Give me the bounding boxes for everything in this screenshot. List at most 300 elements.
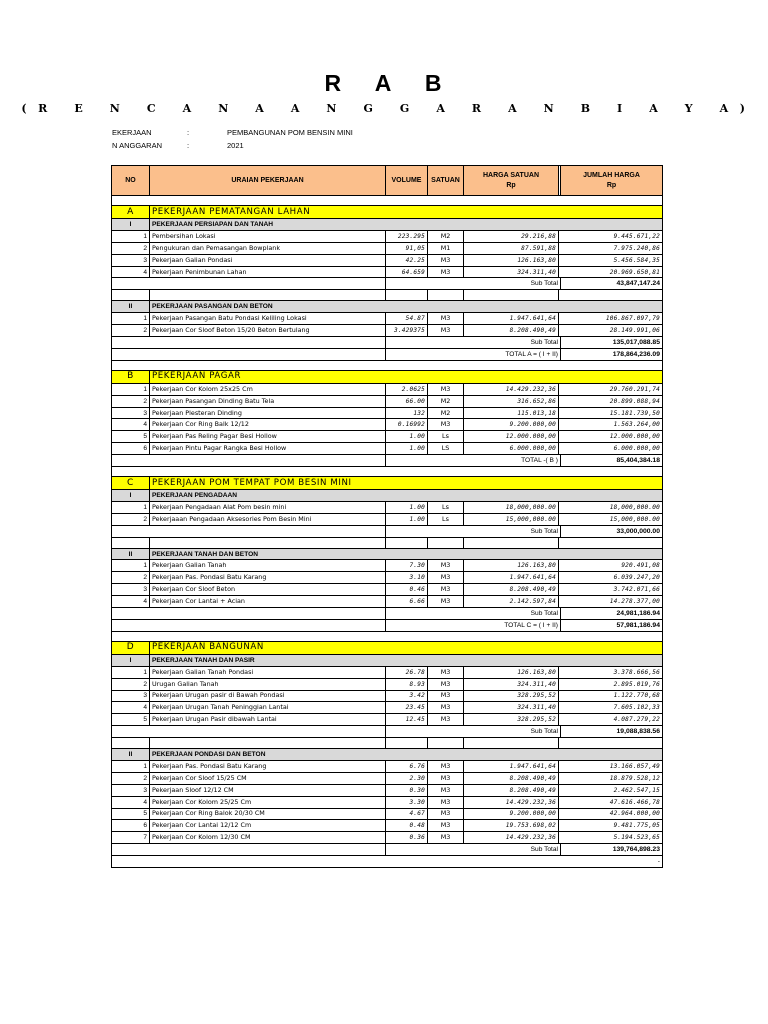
item-description: Pekerjaan Galian Pondasi <box>150 254 386 266</box>
item-unit: M3 <box>428 666 464 678</box>
meta-key: N ANGGARAN <box>112 141 163 150</box>
item-volume: 2.0625 <box>386 383 428 395</box>
item-unit-price: 8.208.490,49 <box>464 325 559 337</box>
item-description: Pekerjaan Cor Lantai + Acian <box>150 596 386 608</box>
total-row <box>112 348 663 360</box>
subsection-number: II <box>112 548 150 560</box>
item-unit: M3 <box>428 796 464 808</box>
item-number: 2 <box>112 242 150 254</box>
item-number: 6 <box>112 443 150 455</box>
item-row <box>112 230 663 242</box>
item-total-price: 9.481.775,05 <box>561 820 663 832</box>
item-row <box>112 772 663 784</box>
item-total-price: 20.899.088,94 <box>561 395 663 407</box>
item-description: Pekerjaan Cor Sloof Beton <box>150 584 386 596</box>
item-volume: 26.78 <box>386 666 428 678</box>
item-description: Pekerjaan Urugan Tanah Peninggian Lantai <box>150 702 386 714</box>
subsection-title: PEKERJAAN TANAH DAN PASIR <box>150 654 663 666</box>
header-no: NO <box>112 166 150 196</box>
item-number: 7 <box>112 832 150 844</box>
subsection-header-row <box>112 548 663 560</box>
item-unit-price: 328.295,52 <box>464 690 559 702</box>
meta-colon: : <box>187 128 190 137</box>
item-volume: 23.45 <box>386 702 428 714</box>
item-total-price: 7.975.240,86 <box>561 242 663 254</box>
item-total-price: 18.879.528,12 <box>561 772 663 784</box>
item-unit: M3 <box>428 784 464 796</box>
item-unit: M3 <box>428 572 464 584</box>
item-row <box>112 820 663 832</box>
item-total-price: 5.194.523,65 <box>561 832 663 844</box>
item-unit-price: 126.163,80 <box>464 560 559 572</box>
item-unit: Ls <box>428 431 464 443</box>
item-unit: M3 <box>428 772 464 784</box>
section-letter: C <box>112 477 150 490</box>
empty-cell <box>386 619 464 631</box>
empty-cell <box>386 738 428 749</box>
total-label: Sub Total <box>464 726 561 738</box>
total-label: TOTAL -( B ) <box>464 455 561 467</box>
total-label: Sub Total <box>464 525 561 537</box>
item-row <box>112 560 663 572</box>
item-row <box>112 666 663 678</box>
item-row <box>112 808 663 820</box>
item-description: Pekerjaan Pas. Pondasi Batu Karang <box>150 572 386 584</box>
empty-cell <box>428 290 464 301</box>
section-title: PEKERJAAN PAGAR <box>150 370 663 383</box>
subsection-number: I <box>112 219 150 231</box>
item-unit-price: 1.947.641,64 <box>464 313 559 325</box>
item-unit: M2 <box>428 407 464 419</box>
header-satuan: SATUAN <box>428 166 464 196</box>
item-volume: 1.00 <box>386 431 428 443</box>
item-number: 2 <box>112 325 150 337</box>
empty-cell <box>150 290 386 301</box>
item-description: Pengukuran dan Pemasangan Bowplank <box>150 242 386 254</box>
header-volume: VOLUME <box>386 166 428 196</box>
item-row <box>112 678 663 690</box>
item-unit-price: 1.947.641,64 <box>464 760 559 772</box>
empty-cell <box>386 278 464 290</box>
empty-cell <box>112 467 663 477</box>
total-value: 85,404,384.18 <box>561 455 663 467</box>
item-total-price: 12.000.000,00 <box>561 431 663 443</box>
item-number: 3 <box>112 784 150 796</box>
item-unit: M3 <box>428 383 464 395</box>
item-description: Pekerjaan Cor Ring Balok 20/30 CM <box>150 808 386 820</box>
item-volume: 4.67 <box>386 808 428 820</box>
empty-cell <box>112 348 386 360</box>
item-total-price: 4.087.279,22 <box>561 714 663 726</box>
item-volume: 1.00 <box>386 513 428 525</box>
spacer-row <box>112 290 663 301</box>
empty-cell <box>386 608 464 620</box>
meta-colon: : <box>187 141 190 150</box>
total-row <box>112 278 663 290</box>
item-volume: 54.87 <box>386 313 428 325</box>
item-number: 1 <box>112 760 150 772</box>
item-description: Pekerjaan Plesteran Dinding <box>150 407 386 419</box>
empty-cell <box>386 337 464 349</box>
item-row <box>112 254 663 266</box>
subsection-header-row <box>112 219 663 231</box>
item-volume: 132 <box>386 407 428 419</box>
item-row <box>112 572 663 584</box>
section-header-row <box>112 206 663 219</box>
item-total-price: 18,000,000.00 <box>561 501 663 513</box>
item-description: Pekerjaan Pasangan Dinding Batu Tela <box>150 395 386 407</box>
total-value: 135,017,088.85 <box>561 337 663 349</box>
item-description: Pekerjaan Sloof 12/12 CM <box>150 784 386 796</box>
document-subtitle: (R E N C A N A A N G G A R A N B I A Y A) <box>21 102 757 115</box>
item-volume: 3.42 <box>386 690 428 702</box>
empty-cell <box>386 455 464 467</box>
item-unit-price: 316.652,86 <box>464 395 559 407</box>
item-volume: 1.00 <box>386 501 428 513</box>
item-description: Pekerjaan Cor Lantai 12/12 Cm <box>150 820 386 832</box>
item-number: 4 <box>112 796 150 808</box>
empty-cell <box>386 537 428 548</box>
item-unit: M3 <box>428 760 464 772</box>
item-row <box>112 690 663 702</box>
empty-cell <box>112 278 386 290</box>
item-unit-price: 324.311,40 <box>464 266 559 278</box>
section-header-row <box>112 641 663 654</box>
meta-key: EKERJAAN <box>112 128 152 137</box>
total-value: 33,000,000.00 <box>561 525 663 537</box>
item-unit-price: 1.947.641,64 <box>464 572 559 584</box>
item-volume: 3.10 <box>386 572 428 584</box>
item-total-price: 1.122.770,68 <box>561 690 663 702</box>
item-number: 2 <box>112 513 150 525</box>
empty-cell <box>464 738 559 749</box>
item-volume: 3.30 <box>386 796 428 808</box>
spacer-row <box>112 196 663 206</box>
total-label: TOTAL C = ( I + II) <box>464 619 561 631</box>
subsection-number: II <box>112 301 150 313</box>
item-row <box>112 313 663 325</box>
item-row <box>112 584 663 596</box>
item-description: Pembersihan Lokasi <box>150 230 386 242</box>
empty-cell <box>112 738 150 749</box>
item-description: Pekerjaan Pintu Pagar Rangka Besi Hollow <box>150 443 386 455</box>
item-total-price: 9.445.671,22 <box>561 230 663 242</box>
subsection-number: I <box>112 654 150 666</box>
item-unit: M3 <box>428 596 464 608</box>
item-number: 1 <box>112 383 150 395</box>
item-unit: M3 <box>428 714 464 726</box>
item-unit: Ls <box>428 501 464 513</box>
total-row <box>112 619 663 631</box>
subsection-title: PEKERJAAN PERSIAPAN DAN TANAH <box>150 219 663 231</box>
item-unit: M3 <box>428 254 464 266</box>
total-value: 139,764,898.23 <box>561 844 663 856</box>
item-number: 4 <box>112 596 150 608</box>
item-total-price: 5.456.584,35 <box>561 254 663 266</box>
item-total-price: 15,000,000.00 <box>561 513 663 525</box>
item-row <box>112 242 663 254</box>
item-unit: Ls <box>428 513 464 525</box>
item-number: 1 <box>112 560 150 572</box>
header-jumlah-harga: JUMLAH HARGA Rp <box>561 166 663 196</box>
item-row <box>112 419 663 431</box>
item-unit-price: 8.208.490,49 <box>464 584 559 596</box>
subsection-header-row <box>112 654 663 666</box>
empty-cell <box>112 455 386 467</box>
item-row <box>112 832 663 844</box>
item-description: Pekerjaan Cor Kolom 12/30 CM <box>150 832 386 844</box>
item-unit-price: 8.208.490,49 <box>464 772 559 784</box>
empty-cell <box>112 856 561 868</box>
item-number: 4 <box>112 266 150 278</box>
item-unit: M1 <box>428 242 464 254</box>
item-unit-price: 9.200.000,00 <box>464 808 559 820</box>
item-row <box>112 501 663 513</box>
item-unit-price: 29.216,88 <box>464 230 559 242</box>
empty-cell <box>112 360 663 370</box>
item-volume: 0.48 <box>386 820 428 832</box>
item-number: 3 <box>112 584 150 596</box>
rab-table <box>111 165 663 868</box>
item-unit: M3 <box>428 325 464 337</box>
item-unit-price: 324.311,40 <box>464 702 559 714</box>
item-unit-price: 14.429.232,36 <box>464 832 559 844</box>
total-row <box>112 337 663 349</box>
item-volume: 12.45 <box>386 714 428 726</box>
empty-cell <box>112 290 150 301</box>
empty-cell <box>561 290 663 301</box>
item-number: 5 <box>112 431 150 443</box>
item-row <box>112 796 663 808</box>
total-value: 178,864,236.09 <box>561 348 663 360</box>
item-total-price: 47.616.466,78 <box>561 796 663 808</box>
item-unit-price: 14.429.232,36 <box>464 796 559 808</box>
item-total-price: 1.563.264,00 <box>561 419 663 431</box>
closing-row <box>112 856 663 868</box>
item-row <box>112 513 663 525</box>
section-header-row <box>112 370 663 383</box>
empty-cell <box>386 844 464 856</box>
empty-cell <box>112 619 386 631</box>
item-total-price: 6.000.000,00 <box>561 443 663 455</box>
item-description: Pekerjaan Urugan pasir di Bawah Pondasi <box>150 690 386 702</box>
spacer-row <box>112 360 663 370</box>
item-volume: 223.295 <box>386 230 428 242</box>
spacer-row <box>112 467 663 477</box>
item-description: Pekerjaan Pas. Pondasi Batu Karang <box>150 760 386 772</box>
item-description: Pekerjaan Penimbunan Lahan <box>150 266 386 278</box>
item-total-price: 14.278.377,00 <box>561 596 663 608</box>
item-volume: 0.30 <box>386 784 428 796</box>
empty-cell <box>386 726 464 738</box>
item-unit-price: 8.208.490,49 <box>464 784 559 796</box>
item-unit: M3 <box>428 690 464 702</box>
item-unit: M3 <box>428 702 464 714</box>
item-number: 4 <box>112 419 150 431</box>
empty-cell <box>428 738 464 749</box>
item-unit: M3 <box>428 808 464 820</box>
item-unit-price: 6.000.000,00 <box>464 443 559 455</box>
item-number: 1 <box>112 313 150 325</box>
item-total-price: 20.969.650,81 <box>561 266 663 278</box>
empty-cell <box>464 537 559 548</box>
item-number: 2 <box>112 395 150 407</box>
item-row <box>112 395 663 407</box>
item-volume: 64.659 <box>386 266 428 278</box>
item-unit: M3 <box>428 678 464 690</box>
item-number: 3 <box>112 407 150 419</box>
empty-cell <box>386 290 428 301</box>
item-total-price: 3.378.666,56 <box>561 666 663 678</box>
empty-cell <box>112 196 663 206</box>
total-label: Sub Total <box>464 337 561 349</box>
item-volume: 8.93 <box>386 678 428 690</box>
item-description: Pekerjaan Pengadaan Alat Pom besin mini <box>150 501 386 513</box>
empty-cell <box>150 537 386 548</box>
item-volume: 0.16992 <box>386 419 428 431</box>
item-volume: 6.76 <box>386 760 428 772</box>
item-number: 4 <box>112 702 150 714</box>
item-unit-price: 15,000,000.00 <box>464 513 559 525</box>
total-value: 19,088,838.56 <box>561 726 663 738</box>
empty-cell <box>428 537 464 548</box>
item-total-price: 6.039.247,20 <box>561 572 663 584</box>
item-total-price: 13.166.057,49 <box>561 760 663 772</box>
total-label: Sub Total <box>464 844 561 856</box>
item-row <box>112 702 663 714</box>
item-total-price: 42.964.000,00 <box>561 808 663 820</box>
subsection-title: PEKERJAAN PASANGAN DAN BETON <box>150 301 663 313</box>
item-total-price: 2.462.547,15 <box>561 784 663 796</box>
subsection-number: II <box>112 749 150 761</box>
empty-cell <box>112 337 386 349</box>
meta-value: PEMBANGUNAN POM BENSIN MINI <box>227 128 353 137</box>
subsection-title: PEKERJAAN TANAH DAN BETON <box>150 548 663 560</box>
empty-cell <box>386 525 464 537</box>
item-volume: 1.00 <box>386 443 428 455</box>
item-total-price: 29.760.291,74 <box>561 383 663 395</box>
item-unit: M2 <box>428 230 464 242</box>
total-row <box>112 608 663 620</box>
item-unit: M3 <box>428 584 464 596</box>
item-number: 6 <box>112 820 150 832</box>
total-row <box>112 844 663 856</box>
empty-cell <box>561 537 663 548</box>
spacer-row <box>112 738 663 749</box>
item-description: Pekerjaan Galian Tanah <box>150 560 386 572</box>
item-unit-price: 126.163,80 <box>464 254 559 266</box>
item-unit-price: 115.013,18 <box>464 407 559 419</box>
empty-cell <box>112 726 386 738</box>
empty-cell <box>464 290 559 301</box>
empty-cell <box>112 525 386 537</box>
item-total-price: 3.742.071,66 <box>561 584 663 596</box>
item-description: Pekerjaaan Pengadaan Aksesories Pom Besin Mini <box>150 513 386 525</box>
meta-value: 2021 <box>227 141 244 150</box>
item-unit-price: 324.311,40 <box>464 678 559 690</box>
header-harga-satuan: HARGA SATUAN Rp <box>464 166 559 196</box>
total-label: Sub Total <box>464 608 561 620</box>
item-unit-price: 9.200.000,00 <box>464 419 559 431</box>
empty-cell <box>112 537 150 548</box>
subsection-title: PEKERJAAN PONDASI DAN BETON <box>150 749 663 761</box>
subsection-header-row <box>112 490 663 502</box>
item-number: 2 <box>112 772 150 784</box>
document-title: R A B <box>324 70 456 96</box>
header-uraian: URAIAN PEKERJAAN <box>150 166 386 196</box>
item-description: Pekerjaan Pas Reling Pagar Besi Hollow <box>150 431 386 443</box>
item-unit: M3 <box>428 313 464 325</box>
section-title: PEKERJAAN POM TEMPAT POM BESIN MINI <box>150 477 663 490</box>
spacer-row <box>112 537 663 548</box>
item-row <box>112 443 663 455</box>
empty-cell <box>561 738 663 749</box>
item-volume: 91,05 <box>386 242 428 254</box>
item-unit-price: 87.591,88 <box>464 242 559 254</box>
section-title: PEKERJAAN BANGUNAN <box>150 641 663 654</box>
item-description: Pekerjaan Pasangan Batu Pondasi Keliling Lokasi <box>150 313 386 325</box>
item-unit: M3 <box>428 832 464 844</box>
closing-mark: - <box>561 856 663 868</box>
item-number: 3 <box>112 690 150 702</box>
item-unit-price: 328.295,52 <box>464 714 559 726</box>
item-number: 1 <box>112 501 150 513</box>
item-unit-price: 18,000,000.00 <box>464 501 559 513</box>
empty-cell <box>386 348 464 360</box>
total-value: 57,981,186.94 <box>561 619 663 631</box>
item-number: 1 <box>112 666 150 678</box>
section-letter: A <box>112 206 150 219</box>
subsection-header-row <box>112 749 663 761</box>
total-value: 24,981,186.94 <box>561 608 663 620</box>
item-row <box>112 760 663 772</box>
spacer-row <box>112 631 663 641</box>
item-unit-price: 12.000.000,00 <box>464 431 559 443</box>
total-value: 43,847,147.24 <box>561 278 663 290</box>
total-label: Sub Total <box>464 278 561 290</box>
section-title: PEKERJAAN PEMATANGAN LAHAN <box>150 206 663 219</box>
item-row <box>112 383 663 395</box>
item-unit: M3 <box>428 820 464 832</box>
item-unit-price: 2.142.597,84 <box>464 596 559 608</box>
item-row <box>112 784 663 796</box>
subsection-header-row <box>112 301 663 313</box>
table-header-row <box>112 166 663 196</box>
item-description: Pekerjaan Cor Ring Balk 12/12 <box>150 419 386 431</box>
subsection-title: PEKERJAAN PENGADAAN <box>150 490 663 502</box>
section-header-row <box>112 477 663 490</box>
empty-cell <box>112 608 386 620</box>
item-row <box>112 266 663 278</box>
item-description: Pekerjaan Cor Sloof 15/25 CM <box>150 772 386 784</box>
item-total-price: 106.867.097,79 <box>561 313 663 325</box>
item-unit: M3 <box>428 266 464 278</box>
item-volume: 6.66 <box>386 596 428 608</box>
item-description: Urugan Galian Tanah <box>150 678 386 690</box>
item-row <box>112 596 663 608</box>
item-volume: 0.36 <box>386 832 428 844</box>
total-row <box>112 726 663 738</box>
item-number: 5 <box>112 714 150 726</box>
item-row <box>112 431 663 443</box>
item-unit: M3 <box>428 419 464 431</box>
item-row <box>112 407 663 419</box>
item-unit-price: 126.163,80 <box>464 666 559 678</box>
item-total-price: 15.181.739,50 <box>561 407 663 419</box>
item-number: 5 <box>112 808 150 820</box>
empty-cell <box>112 844 386 856</box>
item-unit-price: 19.753.698,02 <box>464 820 559 832</box>
